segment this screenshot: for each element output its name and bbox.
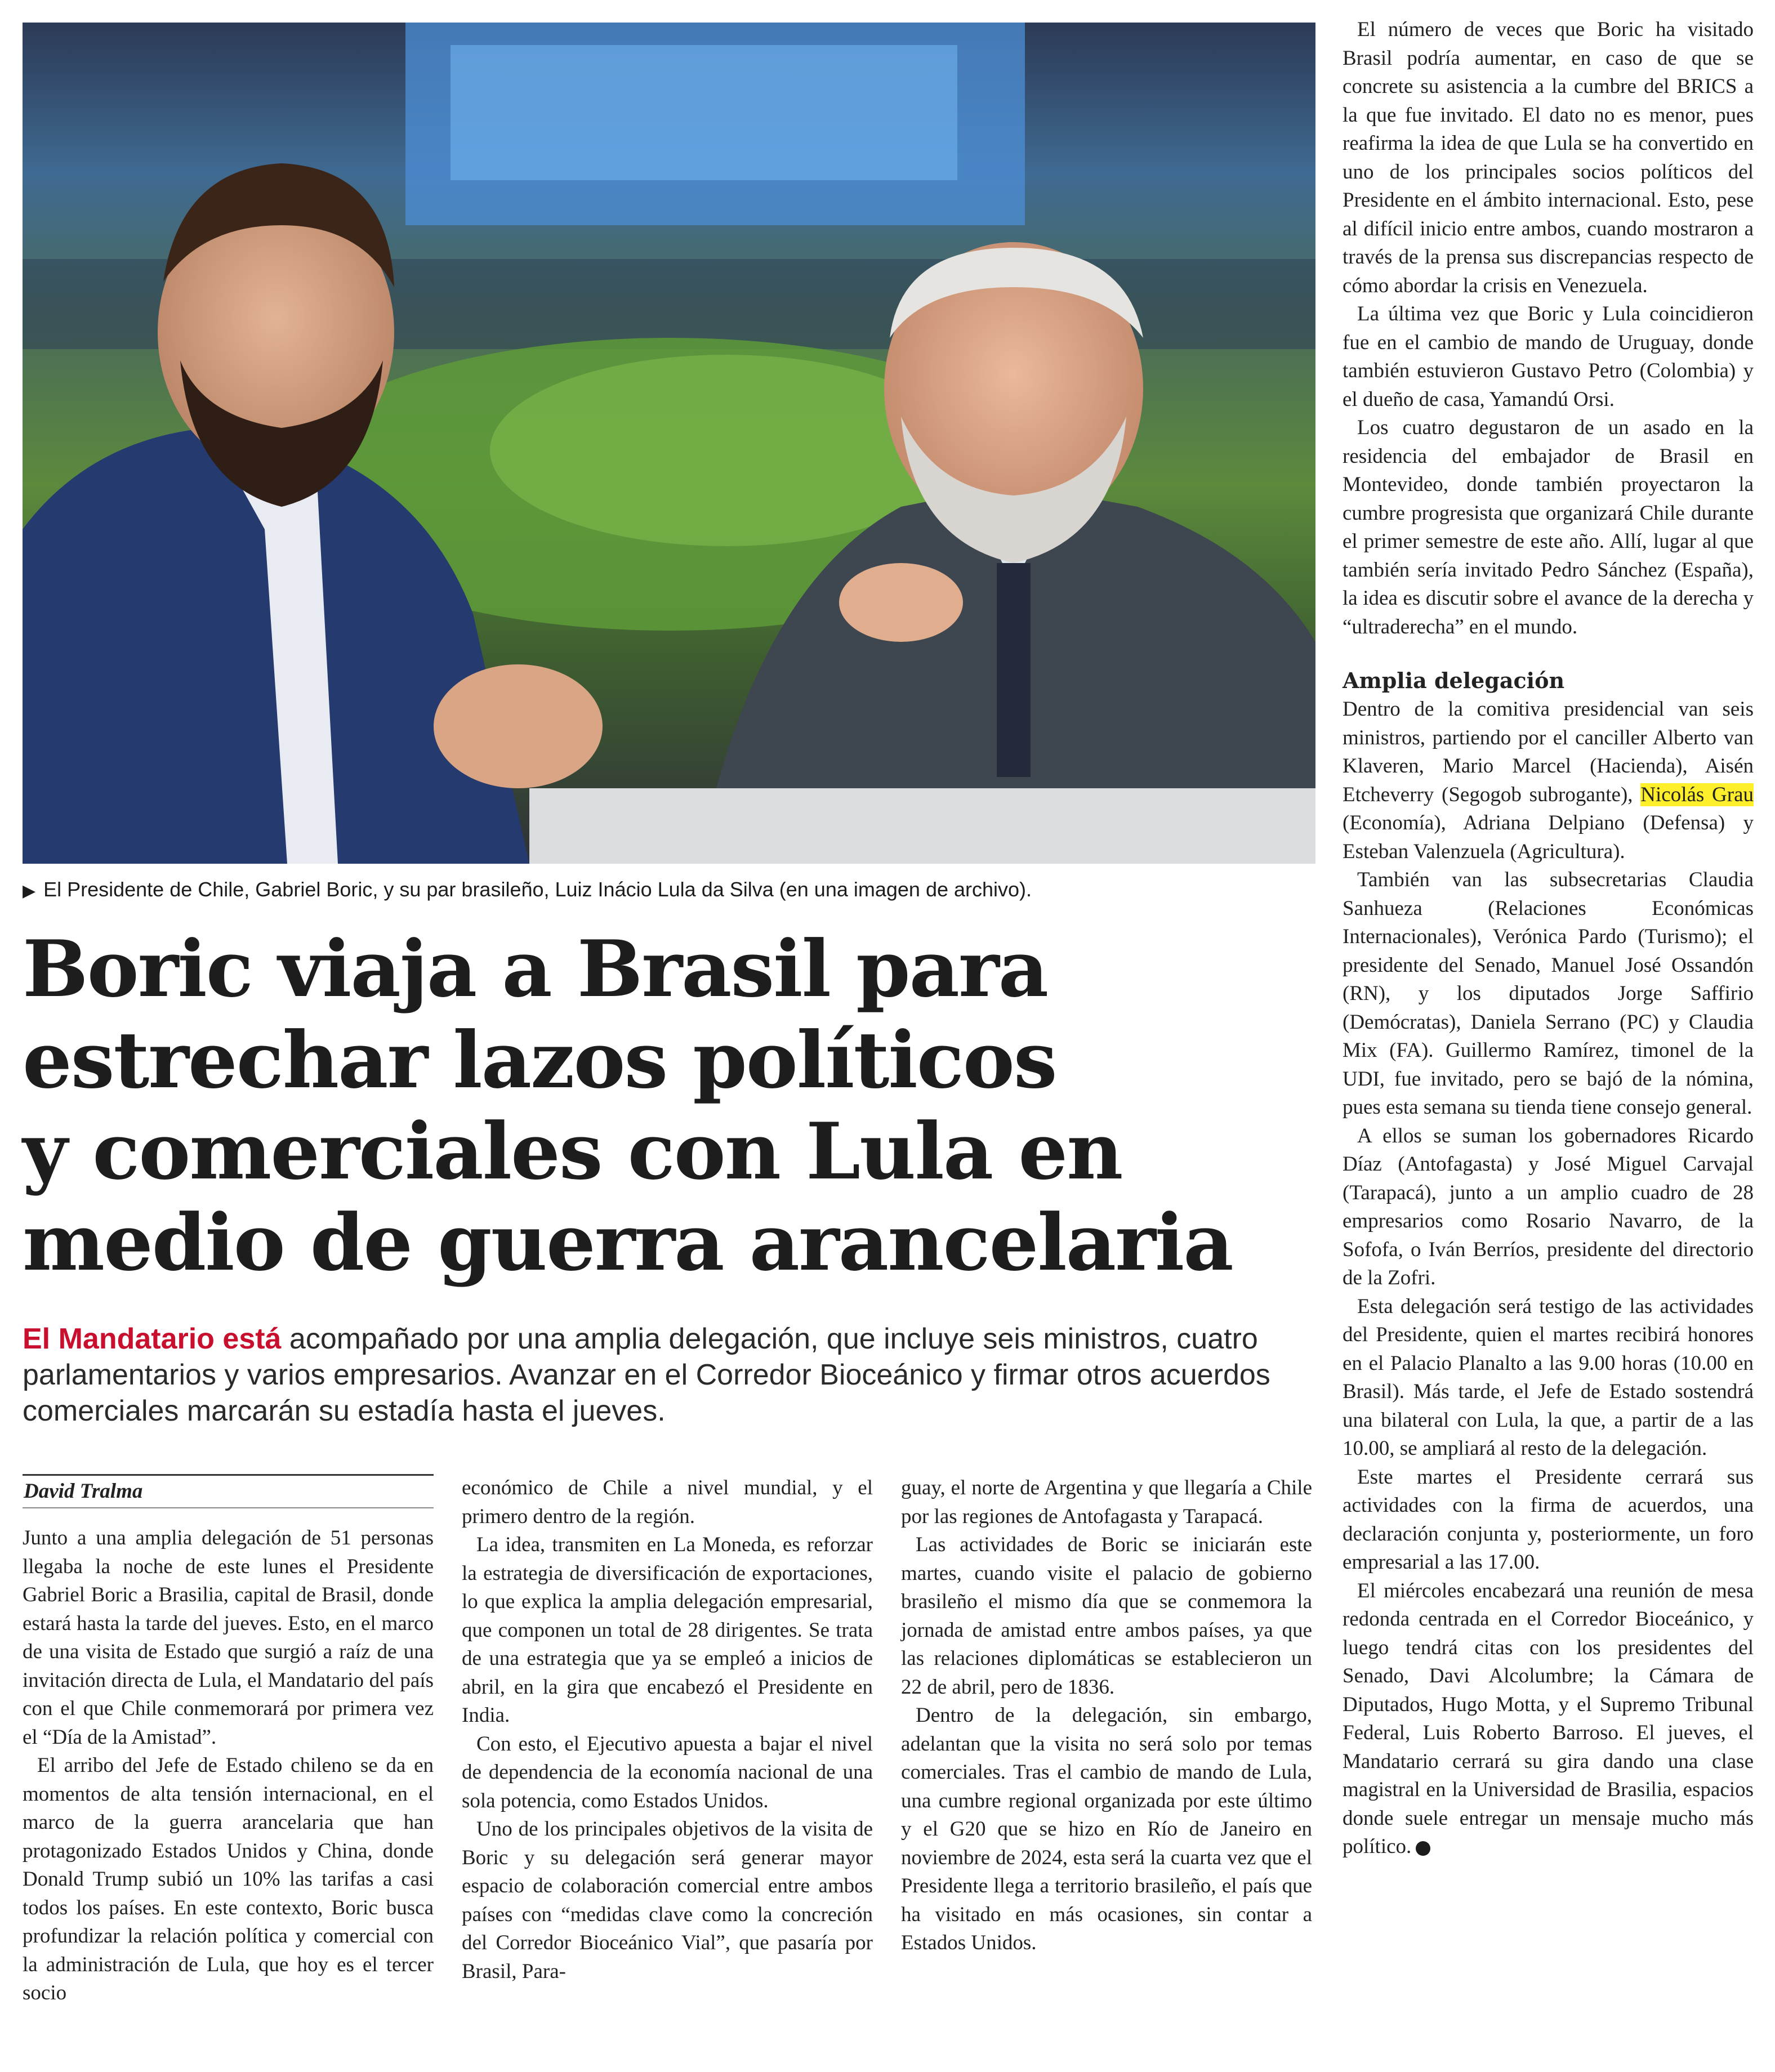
lede-rest: acompañado por una amplia delegación, que incluye seis ministros, cuatro parlamentarios y varios empresarios. Avanzar en el Corredor Bioceánico y firmar otros acuerdos comerciales marcarán su estadía hasta el jueves. — [23, 1323, 1270, 1427]
paragraph: Este martes el Presidente cerrará sus actividades con la firma de acuerdos, una declaración conjunta y, posteriormente, un foro empresarial a las 17.00. — [1343, 1465, 1754, 1574]
text-run: (Economía), Adriana Delpiano (Defensa) y Esteban Valenzuela (Agricultura). — [1343, 811, 1754, 863]
column-4 — [1343, 16, 1754, 1861]
paragraph: El arribo del Jefe de Estado chileno se da en momentos de alta tensión internacional, en el marco de la guerra arancelaria que han protagonizado Estados Unidos y China, donde Donald Trump subió un 10% las tarifas a casi todos los países. En este contexto, Boric busca profundizar la relación política y comercial con la administración de Lula, que hoy es el tercer socio — [23, 1754, 434, 2004]
headline-line: estrechar lazos políticos — [23, 1014, 1056, 1106]
paragraph: Junto a una amplia delegación de 51 personas llegaba la noche de este lunes el Presidente Gabriel Boric a Brasilia, capital de Brasil, donde estará hasta la tarde del jueves. Esto, en el marco de una visita de Estado que surgió a raíz de una invitación directa de Lula, el Mandatario del país con el que Chile conmemorará por primera vez el “Día de la Amistad”. — [23, 1526, 434, 1749]
paragraph: Esta delegación será testigo de las actividades del Presidente, quien el martes recibirá honores en el Palacio Planalto a las 9.00 horas (10.00 en Brasil). Más tarde, el Jefe de Estado sostendrá una bilateral con Lula, la que, a partir de a las 10.00, se ampliará al resto de la delegación. — [1343, 1294, 1754, 1460]
paragraph: A ellos se suman los gobernadores Ricardo Díaz (Antofagasta) y José Miguel Carvajal (Tarapacá), junto a un amplio cuadro de 28 empresarios como Rosario Navarro, de la Sofofa, o Iván Berríos, presidente del directorio de la Zofri. — [1343, 1124, 1754, 1289]
subhead: Amplia delegación — [1343, 668, 1565, 693]
headline-line: Boric viaja a Brasil para — [23, 923, 1048, 1015]
paragraph: Con esto, el Ejecutivo apuesta a bajar el nivel de dependencia de la economía nacional de una sola potencia, como Estados Unidos. — [462, 1732, 873, 1812]
caption-text: El Presidente de Chile, Gabriel Boric, y su par brasileño, Luiz Inácio Lula da Silva (en una imagen de archivo). — [43, 878, 1032, 901]
photo-illustration — [23, 23, 1315, 864]
headline — [23, 923, 1315, 1288]
paragraph: La idea, transmiten en La Moneda, es reforzar la estrategia de diversificación de exportaciones, lo que explica la amplia delegación empresarial, que componen un total de 28 dirigentes. Se trata de una estrategia que ya se empleó a inicios de abril, en la gira que encabezó el Presidente en India. — [462, 1533, 873, 1727]
headline-line: medio de guerra arancelaria — [23, 1196, 1233, 1288]
highlighted-name: Nicolás Grau — [1640, 783, 1754, 806]
end-mark-icon — [1416, 1841, 1430, 1856]
paragraph-last — [1343, 1577, 1754, 1861]
paragraph: El número de veces que Boric ha visitado Brasil podría aumentar, en caso de que se concrete su asistencia a la cumbre del BRICS a la que fue invitado. El dato no es menor, pues reafirma la idea de que Lula se ha convertido en uno de los principales socios políticos del Presidente en el ámbito internacional. Esto, pese al difícil inicio entre ambos, cuando mostraron a través de la prensa sus discrepancias respecto de cómo abordar la crisis en Venezuela. — [1343, 18, 1754, 297]
byline: David Tralma — [23, 1474, 434, 1508]
paragraph: La última vez que Boric y Lula coincidieron fue en el cambio de mando de Uruguay, donde también estuvieron Gustavo Petro (Colombia) y el dueño de casa, Yamandú Orsi. — [1343, 302, 1754, 411]
article-photo — [23, 23, 1315, 864]
lede — [23, 1321, 1315, 1429]
paragraph-delegation — [1343, 695, 1754, 866]
text-run: El miércoles encabezará una reunión de mesa redonda centrada en el Corredor Bioceánico, y luego tendrá citas con los presidentes del Senado, Davi Alcolumbre; la Cámara de Diputados, Hugo Motta, y el Supremo Tribunal Federal, Luis Roberto Barroso. El jueves, el Mandatario cerrará su gira dando una clase magistral en la Universidad de Brasilia, espacios donde suele entregar un mensaje mucho más político. — [1343, 1579, 1754, 1858]
photo-caption — [23, 876, 1315, 905]
headline-line: y comerciales con Lula en — [23, 1105, 1122, 1197]
column-3 — [901, 1474, 1312, 1958]
paragraph: También van las subsecretarias Claudia Sanhueza (Relaciones Económicas Internacionales), Verónica Pardo (Turismo); el presidente del Senado, Manuel José Ossandón (RN), y los diputados Jorge Saffirio (Demócratas), Daniela Serrano (PC) y Claudia Mix (FA). Guillermo Ramírez, timonel de la UDI, fue invitado, pero se bajó de la nómina, pues esta semana su tienda tiene consejo general. — [1343, 868, 1754, 1119]
text-run: Dentro de la comitiva presidencial van seis ministros, partiendo por el canciller Alberto van Klaveren, Mario Marcel (Hacienda), Aisén Etcheverry (Segogob subrogante), — [1343, 698, 1754, 806]
paragraph: Las actividades de Boric se iniciarán este martes, cuando visite el palacio de gobierno brasileño el mismo día que se conmemora la jornada de amistad entre ambos países, ya que las relaciones diplomáticas se establecieron un 22 de abril, pero de 1836. — [901, 1533, 1312, 1699]
column-1 — [23, 1474, 434, 2008]
column-2 — [462, 1474, 873, 1986]
paragraph: guay, el norte de Argentina y que llegaría a Chile por las regiones de Antofagasta y Tarapacá. — [901, 1476, 1312, 1528]
caption-triangle-icon: ▶ — [23, 882, 36, 900]
paragraph: Uno de los principales objetivos de la visita de Boric y su delegación será generar mayor espacio de colaboración comercial entre ambos países con “medidas clave como la concreción del Corredor Bioceánico Vial”, que pasaría por Brasil, Para- — [462, 1818, 873, 1983]
paragraph: económico de Chile a nivel mundial, y el primero dentro de la región. — [462, 1476, 873, 1528]
paragraph: Los cuatro degustaron de un asado en la residencia del embajador de Brasil en Montevideo, donde también proyectaron la cumbre progresista que organizará Chile durante el primer semestre de este año. Allí, lugar al que también sería invitado Pedro Sánchez (España), la idea es discutir sobre el avance de la derecha y “ultraderecha” en el mundo. — [1343, 416, 1754, 638]
lede-lead: El Mandatario está — [23, 1323, 282, 1355]
paragraph: Dentro de la delegación, sin embargo, adelantan que la visita no será solo por temas comerciales. Tras el cambio de mando de Lula, una cumbre regional organizada por este último y el G20 que se hizo en Río de Janeiro en noviembre de 2024, esta será la cuarta vez que el Presidente llega a territorio brasileño, el país que ha visitado en más ocasiones, sin contar a Estados Unidos. — [901, 1704, 1312, 1954]
